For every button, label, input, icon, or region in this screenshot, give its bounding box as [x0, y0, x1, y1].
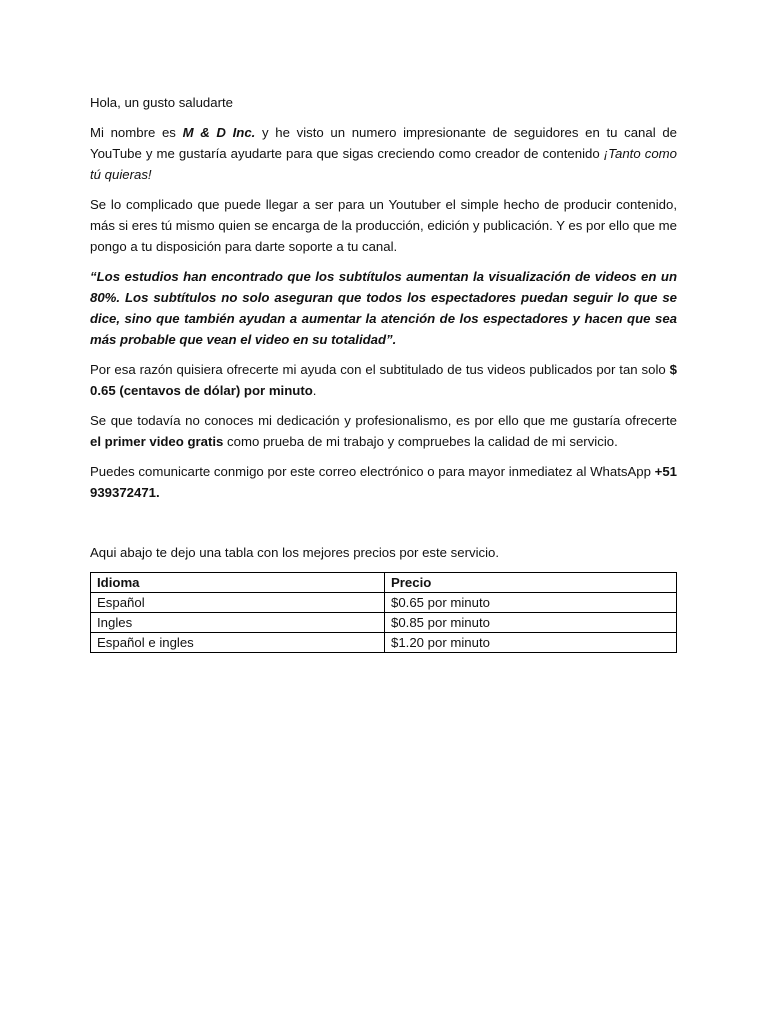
difficulty-paragraph: Se lo complicado que puede llegar a ser para un Youtuber el simple hecho de producir contenido, más si eres tú mismo quien se encarga de la producción, edición y publicación. Y es por ello que me pongo a tu disposición para darte soporte a tu canal.: [90, 197, 677, 254]
greeting: Hola, un gusto saludarte: [90, 95, 233, 110]
free-video-paragraph: [90, 410, 677, 452]
offer-price: $ 0.65 (centavos de dólar) por minuto: [90, 362, 677, 398]
intro-paragraph: [90, 122, 677, 185]
header-language: Idioma: [91, 573, 385, 593]
whatsapp-number: +51 939372471.: [90, 464, 677, 500]
letter-body: [90, 92, 677, 653]
cell-price: $0.65 por minuto: [385, 593, 677, 613]
offer-paragraph: [90, 359, 677, 401]
cell-price: $1.20 por minuto: [385, 633, 677, 653]
table-intro: Aqui abajo te dejo una tabla con los mejores precios por este servicio.: [90, 545, 500, 560]
cell-language: Ingles: [91, 613, 385, 633]
free-text-1: Se que todavía no conoces mi dedicación y profesionalismo, es por ello que me gustaría ofrecerte: [90, 413, 677, 428]
table-row: [91, 633, 677, 653]
price-table: [90, 572, 677, 653]
intro-tagline: ¡Tanto como tú quieras!: [90, 146, 677, 182]
statistics-quote: “Los estudios han encontrado que los subtítulos aumentan la visualización de videos en un 80%. Los subtítulos no solo aseguran que todos los espectadores puedan seguir lo que se dice, sino que también ayudan a aumentar la atención de los espectadores y hacen que sea más probable que vean el video en su totalidad”.: [90, 269, 677, 347]
free-video-highlight: el primer video gratis: [90, 434, 224, 449]
header-price: Precio: [385, 573, 677, 593]
table-row: [91, 613, 677, 633]
contact-paragraph: [90, 461, 677, 503]
free-text-2: como prueba de mi trabajo y compruebes la calidad de mi servicio.: [223, 434, 618, 449]
cell-language: Español: [91, 593, 385, 613]
intro-text-1: Mi nombre es: [90, 125, 183, 140]
table-header-row: [91, 573, 677, 593]
intro-text-2: y he visto un numero impresionante de seguidores en tu canal de YouTube y me gustaría ayudarte para que sigas creciendo como creador de contenido: [90, 125, 677, 161]
company-name: M & D Inc.: [182, 125, 256, 140]
contact-text: Puedes comunicarte conmigo por este correo electrónico o para mayor inmediatez al WhatsApp: [90, 464, 655, 479]
table-row: [91, 593, 677, 613]
cell-price: $0.85 por minuto: [385, 613, 677, 633]
offer-text-1: Por esa razón quisiera ofrecerte mi ayuda con el subtitulado de tus videos publicados por tan solo: [90, 362, 670, 377]
cell-language: Español e ingles: [91, 633, 385, 653]
offer-text-2: .: [312, 383, 317, 398]
